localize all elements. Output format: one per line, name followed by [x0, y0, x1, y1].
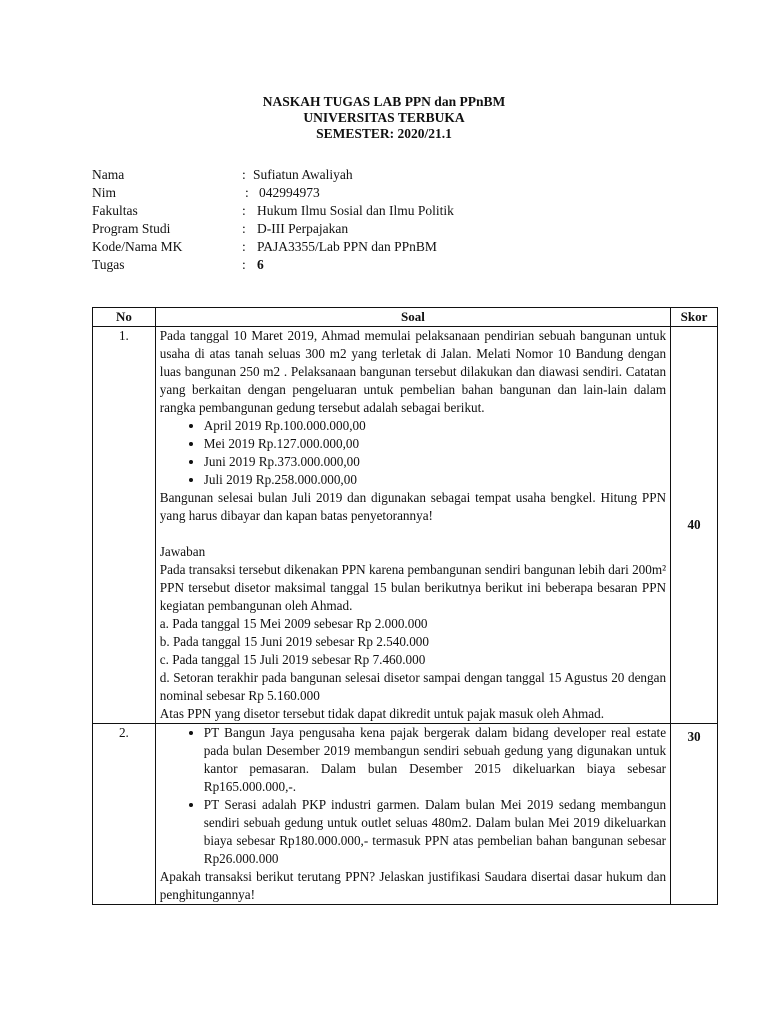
header-semester: SEMESTER: 2020/21.1: [316, 126, 452, 141]
info-value: Sufiatun Awaliyah: [253, 167, 353, 182]
question-text: Bangunan selesai bulan Juli 2019 dan digunakan sebagai tempat usaha bengkel. Hitung PPN yang harus dibayar dan kapan batas penyetorannya!: [159, 490, 667, 523]
info-row-fakultas: [92, 202, 454, 220]
answer-line: b. Pada tanggal 15 Juni 2019 sebesar Rp 2.540.000: [159, 634, 429, 649]
score-cell: 30: [671, 724, 718, 905]
header-title: NASKAH TUGAS LAB PPN dan PPnBM: [262, 94, 506, 109]
answer-line: c. Pada tanggal 15 Juli 2019 sebesar Rp 7.460.000: [159, 652, 426, 667]
question-intro: Pada tanggal 10 Maret 2019, Ahmad memulai pelaksanaan pendirian sebuah bangunan untuk usaha di atas tanah seluas 300 m2 yang terletak di Jalan. Melati Nomor 10 Bandung dengan luas bangunan 250 m2 . Pelaksanaan bangunan tersebut dilakukan dan diawasi sendiri. Catatan yang berkaitan dengan pengeluaran untuk pembelian bahan bangunan dan lain-lain dalam rangka pembangunan gedung tersebut adalah sebagai berikut.: [159, 328, 667, 415]
answer-line: a. Pada tanggal 15 Mei 2009 sebesar Rp 2.000.000: [159, 616, 428, 631]
info-separator: :: [242, 257, 246, 272]
list-item: • Mei 2019 Rp.127.000.000,00: [204, 435, 666, 453]
list-item: • Juli 2019 Rp.258.000.000,00: [204, 471, 666, 489]
score-cell: 40: [671, 327, 718, 724]
info-label: Kode/Nama MK: [92, 239, 183, 254]
row-number: 2.: [93, 724, 156, 905]
info-row-nim: [92, 184, 454, 202]
info-value: 6: [257, 257, 264, 272]
question-text: Apakah transaksi berikut terutang PPN? Jelaskan justifikasi Saudara disertai dasar hukum dan penghitungannya!: [159, 869, 667, 902]
table-row: [93, 724, 718, 905]
info-separator: :: [242, 167, 246, 182]
table-header-row: [93, 308, 718, 327]
answer-line: d. Setoran terakhir pada bangunan selesai disetor sampai dengan tanggal 15 Agustus 20 dengan nominal sebesar Rp 5.160.000: [159, 670, 667, 703]
student-info: [92, 166, 454, 274]
info-label: Nim: [92, 185, 117, 200]
info-label: Program Studi: [92, 221, 171, 236]
question-cell: [155, 327, 670, 724]
column-header-no: No: [93, 308, 156, 327]
case-list: [160, 724, 666, 868]
info-label: Fakultas: [92, 203, 138, 218]
column-header-soal: Soal: [155, 308, 670, 327]
list-item: • PT Bangun Jaya pengusaha kena pajak bergerak dalam bidang developer real estate pada bulan Desember 2019 membangun sendiri sebuah gedung yang digunakan untuk kantor pemasaran. Dalam bulan Desember 2015 dikeluarkan biaya sebesar Rp165.000.000,-.: [204, 724, 666, 796]
question-table: [92, 307, 718, 905]
list-item: • Juni 2019 Rp.373.000.000,00: [204, 453, 666, 471]
question-cell: [155, 724, 670, 905]
info-value: D-III Perpajakan: [257, 221, 349, 236]
info-separator: :: [245, 185, 249, 200]
answer-label: Jawaban: [159, 544, 206, 559]
info-row-tugas: [92, 256, 454, 274]
info-value: 042994973: [259, 185, 320, 200]
expense-list: [160, 417, 666, 489]
list-item: • April 2019 Rp.100.000.000,00: [204, 417, 666, 435]
list-item: • PT Serasi adalah PKP industri garmen. Dalam bulan Mei 2019 sedang membangun sendiri sebuah gedung untuk outlet seluas 480m2. Dalam bulan Mei 2019 dikeluarkan biaya sebesar Rp180.000.000,- termasuk PPN atas pembelian bahan bangunan sebesar Rp26.000.000: [204, 796, 666, 868]
info-separator: :: [242, 221, 246, 236]
info-label: Tugas: [92, 257, 125, 272]
info-label: Nama: [92, 167, 125, 182]
answer-conclusion: Atas PPN yang disetor tersebut tidak dapat dikredit untuk pajak masuk oleh Ahmad.: [159, 706, 605, 721]
info-value: PAJA3355/Lab PPN dan PPnBM: [257, 239, 437, 254]
info-separator: :: [242, 239, 246, 254]
info-row-nama: [92, 166, 454, 184]
column-header-skor: Skor: [671, 308, 718, 327]
info-row-kode-mk: [92, 238, 454, 256]
answer-intro: Pada transaksi tersebut dikenakan PPN karena pembangunan sendiri bangunan lebih dari 200m² PPN tersebut disetor maksimal tanggal 15 bulan berikutnya berikut ini beberapa besaran PPN kegiatan pembangunan oleh Ahmad.: [159, 562, 667, 613]
info-separator: :: [242, 203, 246, 218]
header-university: UNIVERSITAS TERBUKA: [303, 110, 465, 125]
info-value: Hukum Ilmu Sosial dan Ilmu Politik: [257, 203, 454, 218]
table-row: [93, 327, 718, 724]
info-row-program-studi: [92, 220, 454, 238]
row-number: 1.: [93, 327, 156, 724]
document-header: [0, 94, 768, 142]
